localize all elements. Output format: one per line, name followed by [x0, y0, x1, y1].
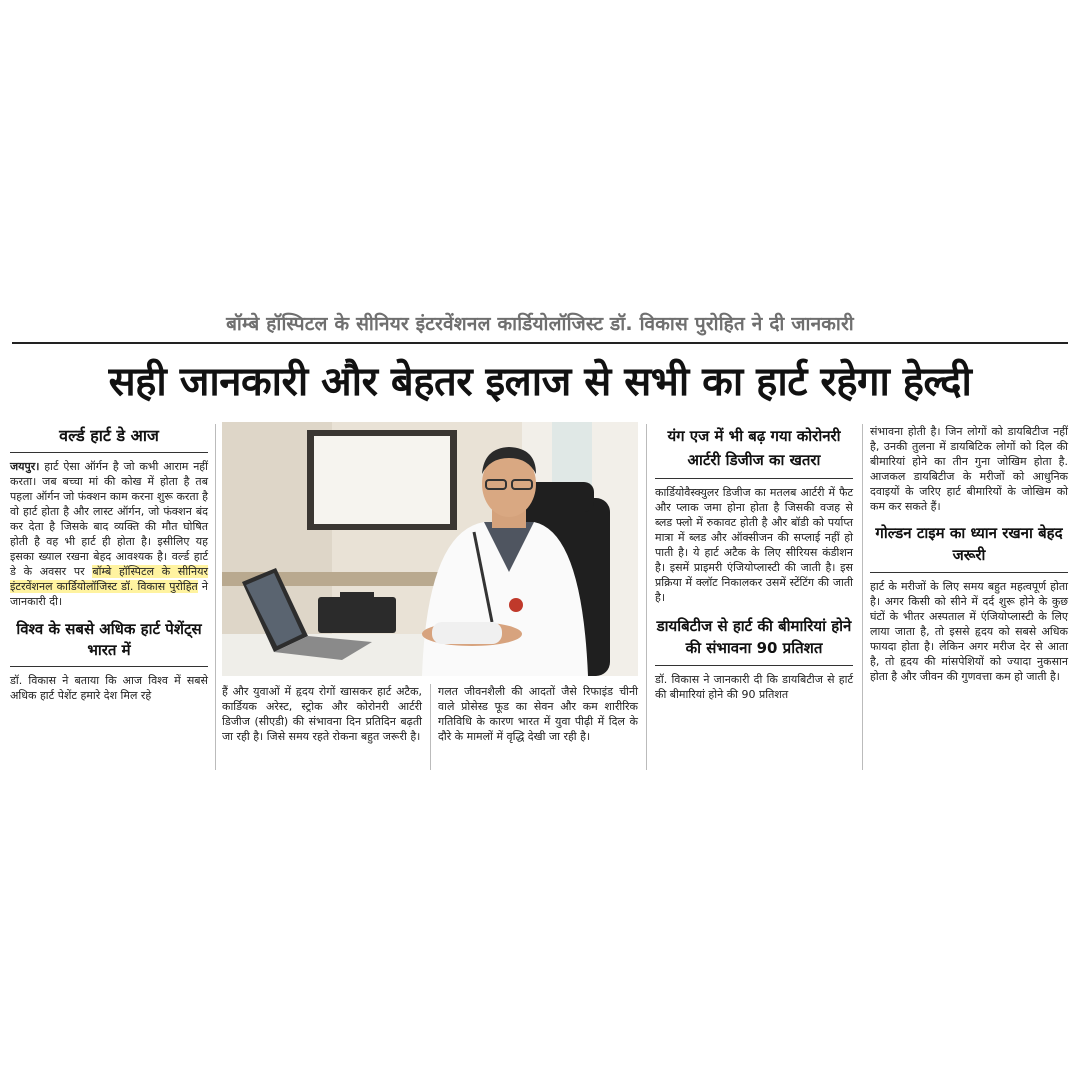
col5-heading-rule [870, 572, 1068, 573]
col4-heading-rule [655, 478, 853, 479]
column-divider [430, 684, 431, 770]
col5-heading: गोल्डन टाइम का ध्यान रखना बेहद जरूरी [875, 524, 1063, 564]
column-1 [10, 424, 208, 703]
col1-paragraph [10, 459, 208, 609]
column-2-text: हैं और युवाओं में हृदय रोगों खासकर हार्ट अटैक, कार्डियक अरेस्ट, स्ट्रोक और कोरोनरी आर्टरी डिजीज (सीएडी) की संभावना दिन प्रतिदिन बढ़ती जा रही है। जिसे समय रहते रोकना बहुत जरूरी है। [222, 685, 422, 743]
dateline: जयपुर। [10, 460, 40, 473]
col4-heading-2: डायबिटीज से हार्ट की बीमारियां होने की संभावना 90 प्रतिशत [656, 617, 852, 657]
col5-paragraph-2: हार्ट के मरीजों के लिए समय बहुत महत्वपूर्ण होता है। अगर किसी को सीने में दर्द शुरू होने के कुछ घंटों के भीतर अस्पताल में एंजियोप्लास्टी के लिए लाया जाता है, तो इससे हृदय को सबसे अधिक फायदा होता है। लेकिन अगर मरीज देर से आता है, तो हृदय की मांसपेशियों को ज्यादा नुकसान होता है और जीवन की गुणवत्ता कम हो जाती है। [870, 580, 1068, 683]
col4-heading: यंग एज में भी बढ़ गया कोरोनरी आर्टरी डिजीज का खतरा [667, 427, 841, 469]
headline: सही जानकारी और बेहतर इलाज से सभी का हार्ट रहेगा हेल्दी [108, 359, 972, 405]
column-5 [870, 424, 1068, 684]
col1-text-a: हार्ट ऐसा ऑर्गन है जो कभी आराम नहीं करता। जब बच्चा मां की कोख में होता है तब पहला ऑर्गन जो फंक्शन काम करना शुरू करता है वो हार्ट होता है और लास्ट ऑर्गन, जो फंक्शन बंद कर देता है जिसके बाद व्यक्ति की मौत घोषित होती है वह भी हार्ट ही होता है। इसीलिए यह इसका ख्याल रखना बेहद आवश्यक है। वर्ल्ड हार्ट डे के अवसर पर [10, 460, 208, 578]
col1-heading2-rule [10, 666, 208, 667]
kicker-line: बॉम्बे हॉस्पिटल के सीनियर इंटरवेंशनल कार्डियोलॉजिस्ट डॉ. विकास पुरोहित ने दी जानकारी [226, 313, 854, 335]
column-divider [215, 424, 216, 770]
column-divider [862, 424, 863, 770]
col4-paragraph-2: डॉ. विकास ने जानकारी दी कि डायबिटीज से हार्ट की बीमारियां होने की 90 प्रतिशत [655, 673, 853, 701]
column-4 [655, 424, 853, 702]
col4-paragraph: कार्डियोवैस्क्युलर डिजीज का मतलब आर्टरी में फैट और प्लाक जमा होना होता है जिसकी वजह से ब्लड फ्लो में रुकावट होती है और बॉडी को पर्याप्त मात्रा में ब्लड और ऑक्सीजन की सप्लाई नहीं हो पाती है। ये हार्ट अटैक के लिए सीरियस कंडीशन है। इसमें प्राइमरी एंजियोप्लास्टी की जाती है। इस प्रक्रिया में क्लॉट निकालकर उसमें स्टेंटिंग की जाती है। [655, 486, 853, 604]
col1-heading-2: विश्व के सबसे अधिक हार्ट पेशेंट्स भारत में [16, 620, 202, 659]
col1-text-b: ने जानकारी दी। [10, 580, 208, 608]
highlighted-credit: बॉम्बे हॉस्पिटल के सीनियर इंटरवेंशनल कार्डियोलॉजिस्ट डॉ. विकास पुरोहित [10, 565, 209, 593]
doctor-photo [222, 422, 638, 676]
column-3-text: गलत जीवनशैली की आदतों जैसे रिफाइंड चीनी वाले प्रोसेस्ड फूड का सेवन और कम शारीरिक गतिविधि के कारण भारत में युवा पीढ़ी में दिल के दौरे के मामलों में वृद्धि देखी जा रही है। [438, 685, 638, 743]
column-divider [646, 424, 647, 770]
headline-rule [12, 342, 1068, 344]
col4-heading2-rule [655, 665, 853, 666]
col1-heading: वर्ल्ड हार्ट डे आज [59, 426, 159, 445]
col5-paragraph: संभावना होती है। जिन लोगों को डायबिटीज नहीं है, उनकी तुलना में डायबिटिक लोगों को दिल की बीमारियां होने का तीन गुना जोखिम होता है. आजकल डायबिटीज के मरीजों को आधुनिक दवाइयों के जरिए हार्ट बीमारियों के जोखिम को कम कर सकते हैं। [870, 425, 1068, 513]
col1-paragraph-2: डॉ. विकास ने बताया कि आज विश्व में सबसे अधिक हार्ट पेशेंट हमारे देश मिल रहे [10, 674, 208, 702]
col1-heading-rule [10, 452, 208, 453]
